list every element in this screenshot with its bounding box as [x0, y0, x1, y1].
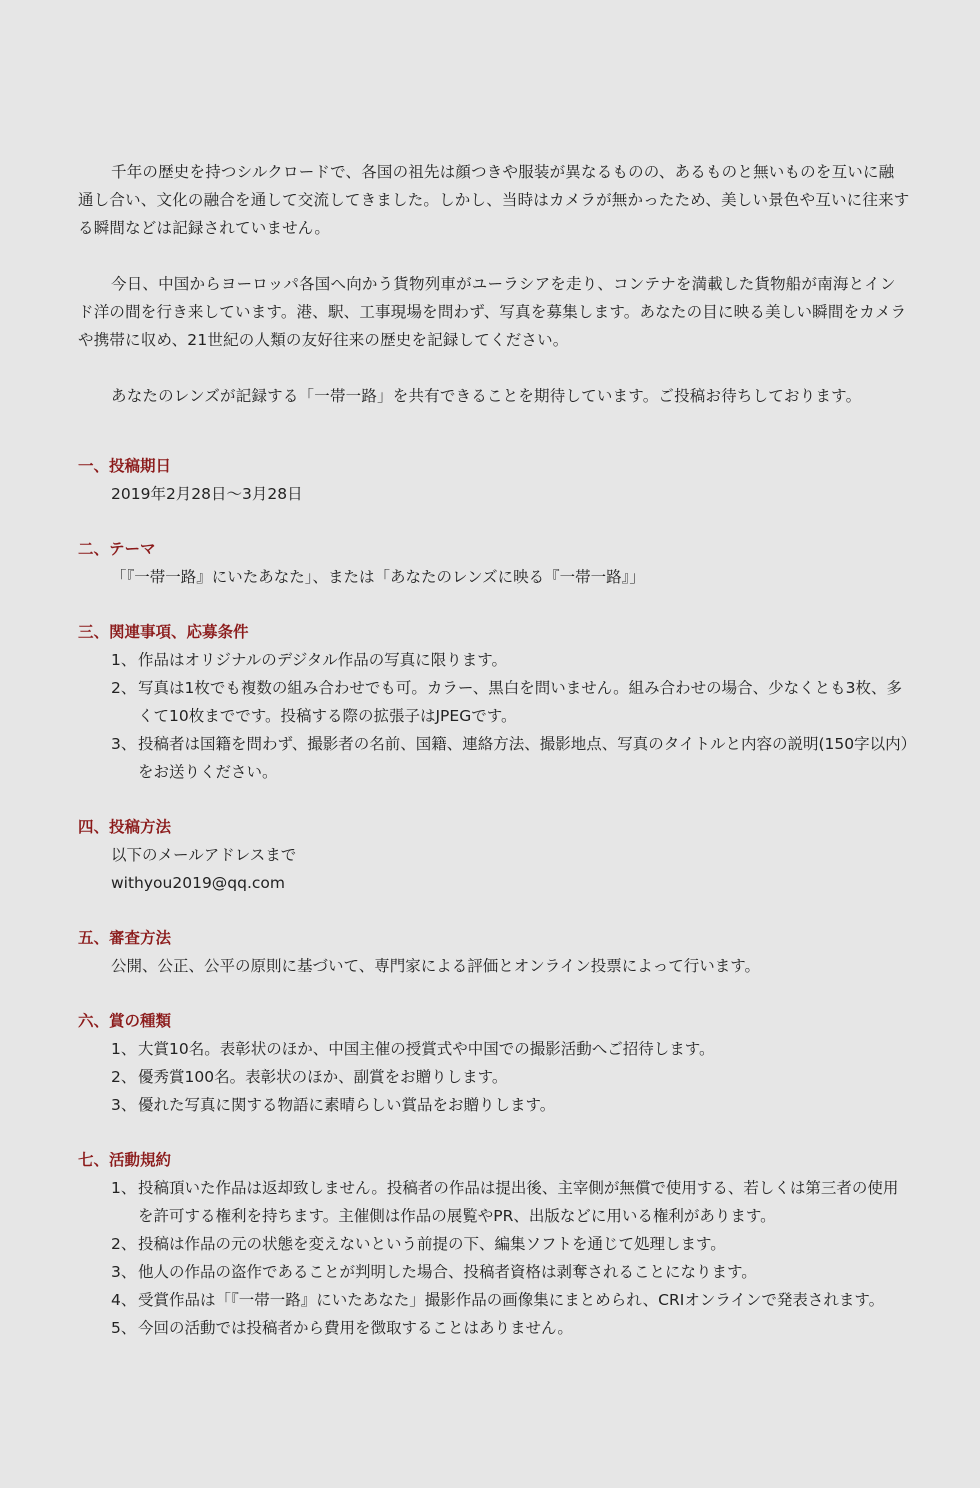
- section-title: 六、賞の種類: [78, 1012, 172, 1030]
- section-conditions: [78, 618, 910, 786]
- item-text: 優れた写真に関する物語に素晴らしい賞品をお贈りします。: [138, 1096, 556, 1114]
- item-text: 投稿は作品の元の状態を変えないという前提の下、編集ソフトを通じて処理します。: [138, 1235, 726, 1253]
- item-number: 1、: [111, 651, 137, 669]
- conditions-list: [78, 646, 910, 786]
- section-body: [78, 480, 910, 508]
- item-text: 今回の活動では投稿者から費用を徴取することはありません。: [138, 1319, 573, 1337]
- list-item: [111, 1314, 910, 1342]
- theme-text: 「『一帯一路』にいたあなた」、または「あなたのレンズに映る『一帯一路』」: [111, 568, 645, 586]
- item-number: 1、: [111, 1040, 137, 1058]
- item-text: 写真は1枚でも複数の組み合わせでも可。カラー、黒白を問いません。組み合わせの場合、少なくとも3枚、多くて10枚までです。投稿する際の拡張子はJPEGです。: [138, 679, 903, 725]
- section-body: [78, 563, 910, 591]
- section-rules: [78, 1146, 910, 1342]
- section-title: 三、関連事項、応募条件: [78, 623, 249, 641]
- section-body: [78, 841, 910, 897]
- item-number: 3、: [111, 1096, 137, 1114]
- item-text: 優秀賞100名。表彰状のほか、副賞をお贈りします。: [138, 1068, 508, 1086]
- section-award-types: [78, 1007, 910, 1119]
- section-theme: [78, 535, 910, 591]
- section-title: 二、テーマ: [78, 540, 156, 558]
- submission-instruction: 以下のメールアドレスまで: [111, 846, 297, 864]
- rules-list: [78, 1174, 910, 1342]
- section-body: [78, 952, 910, 980]
- email-address[interactable]: withyou2019@qq.com: [111, 874, 286, 892]
- list-item: [111, 1258, 910, 1286]
- item-number: 5、: [111, 1319, 137, 1337]
- awards-list: [78, 1035, 910, 1119]
- list-item: [111, 674, 910, 730]
- item-number: 2、: [111, 1235, 137, 1253]
- submission-period: 2019年2月28日～3月28日: [111, 485, 303, 503]
- item-text: 受賞作品は「『一帯一路』にいたあなた」撮影作品の画像集にまとめられ、CRIオンラインで発表されます。: [138, 1291, 885, 1309]
- section-submission-method: [78, 813, 910, 897]
- list-item: [111, 1174, 910, 1230]
- item-number: 2、: [111, 1068, 137, 1086]
- section-title: 五、審査方法: [78, 929, 172, 947]
- item-text: 大賞10名。表彰状のほか、中国主催の授賞式や中国での撮影活動へご招待します。: [138, 1040, 715, 1058]
- list-item: [111, 1230, 910, 1258]
- section-review-method: [78, 924, 910, 980]
- review-text: 公開、公正、公平の原則に基づいて、専門家による評価とオンライン投票によって行います。: [111, 957, 760, 975]
- list-item: [111, 1035, 910, 1063]
- list-item: [111, 646, 910, 674]
- list-item: [111, 1063, 910, 1091]
- item-text: 投稿頂いた作品は返却致しません。投稿者の作品は提出後、主宰側が無償で使用する、若しくは第三者の使用を許可する権利を持ちます。主催側は作品の展覧やPR、出版などに用いる権利があります。: [138, 1179, 899, 1225]
- intro: [78, 158, 910, 410]
- item-number: 4、: [111, 1291, 137, 1309]
- item-number: 3、: [111, 735, 137, 753]
- intro-paragraph-2: 今日、中国からヨーロッパ各国へ向かう貨物列車がユーラシアを走り、コンテナを満載した貨物船が南海とインド洋の間を行き来しています。港、駅、工事現場を問わず、写真を募集します。あなたの目に映る美しい瞬間をカメラや携帯に収め、21世紀の人類の友好往来の歴史を記録してください。: [78, 275, 907, 349]
- section-title: 一、投稿期日: [78, 457, 172, 475]
- item-text: 他人の作品の盗作であることが判明した場合、投稿者資格は剥奪されることになります。: [138, 1263, 757, 1281]
- section-title: 七、活動規約: [78, 1151, 172, 1169]
- list-item: [111, 1091, 910, 1119]
- list-item: [111, 1286, 910, 1314]
- item-number: 1、: [111, 1179, 137, 1197]
- item-text: 作品はオリジナルのデジタル作品の写真に限ります。: [138, 651, 508, 669]
- item-number: 3、: [111, 1263, 137, 1281]
- item-text: 投稿者は国籍を問わず、撮影者の名前、国籍、連絡方法、撮影地点、写真のタイトルと内容の説明(150字以内）をお送りください。: [138, 735, 909, 781]
- section-submission-period: [78, 452, 910, 508]
- item-number: 2、: [111, 679, 137, 697]
- intro-paragraph-3: あなたのレンズが記録する「一帯一路」を共有できることを期待しています。ご投稿お待ちしております。: [111, 387, 862, 405]
- list-item: [111, 730, 910, 786]
- intro-paragraph-1: 千年の歴史を持つシルクロードで、各国の祖先は顔つきや服装が異なるものの、あるものと無いものを互いに融通し合い、文化の融合を通して交流してきました。しかし、当時はカメラが無かったため、美しい景色や互いに往来する瞬間などは記録されていません。: [78, 163, 910, 237]
- section-title: 四、投稿方法: [78, 818, 172, 836]
